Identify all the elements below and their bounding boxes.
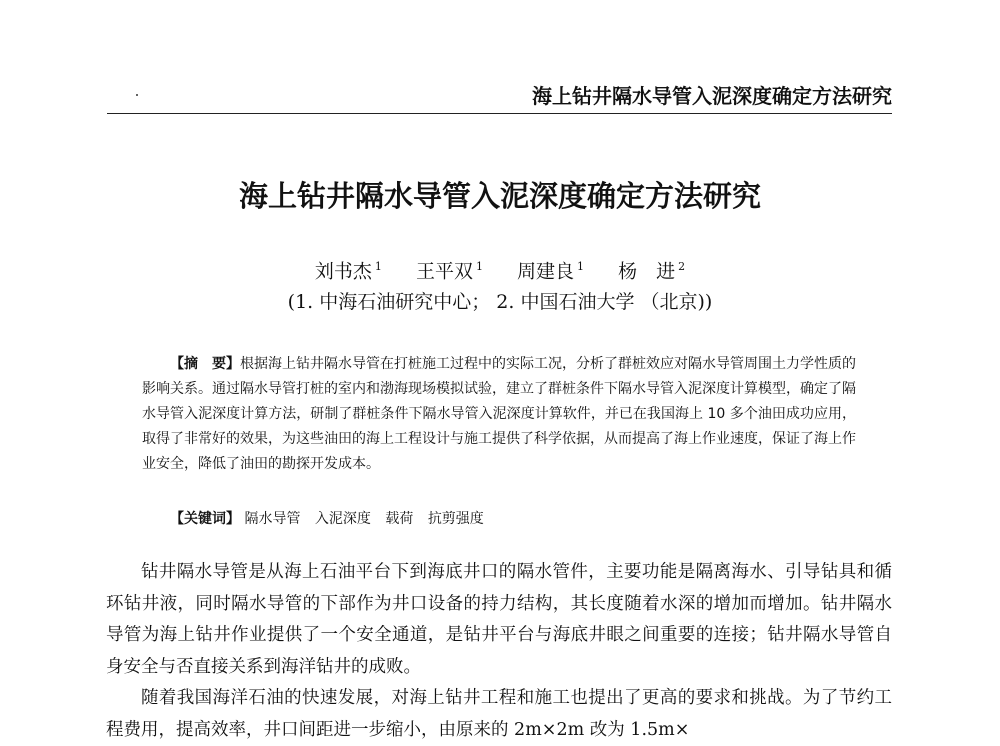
keywords-label: 【关键词】 xyxy=(170,511,240,527)
keyword: 入泥深度 xyxy=(314,511,371,527)
keywords xyxy=(170,507,860,532)
author-name: 王平双 xyxy=(415,260,473,283)
body-paragraph: 随着我国海洋石油的快速发展，对海上钻井工程和施工也提出了更高的要求和挑战。为了节约工程费用，提高效率，井口间距进一步缩小，由原来的 2m×2m 改为 1.5m× xyxy=(106,688,892,740)
body-text xyxy=(106,557,892,746)
author-name: 周建良 xyxy=(517,260,575,283)
keyword: 抗剪强度 xyxy=(427,511,484,527)
author-affiliation-mark: 2 xyxy=(678,260,686,273)
author xyxy=(416,252,483,286)
author-affiliation-mark: 1 xyxy=(577,260,585,273)
author xyxy=(315,252,382,286)
scan-speck xyxy=(136,94,138,96)
body-paragraph: 钻井隔水导管是从海上石油平台下到海底井口的隔水管件，主要功能是隔离海水、引导钻具和循环钻井液，同时隔水导管的下部作为井口设备的持力结构，其长度随着水深的增加而增加。钻井隔水导管为海上钻井作业提供了一个安全通道，是钻井平台与海底井眼之间重要的连接；钻井隔水导管自身安全与否直接关系到海洋钻井的成败。 xyxy=(106,562,892,677)
author-name: 杨 进 xyxy=(618,260,676,283)
author-name: 刘书杰 xyxy=(314,260,372,283)
keyword: 载荷 xyxy=(385,511,414,527)
keyword: 隔水导管 xyxy=(244,511,301,527)
paper-title: 海上钻井隔水导管入泥深度确定方法研究 xyxy=(238,179,761,213)
author-list xyxy=(0,252,1000,286)
author xyxy=(517,252,584,286)
author xyxy=(618,252,685,286)
header-rule xyxy=(107,113,892,114)
abstract xyxy=(142,352,856,477)
running-header-title: 海上钻井隔水导管入泥深度确定方法研究 xyxy=(532,84,892,108)
affiliations: (1. 中海石油研究中心； 2. 中国石油大学 （北京)) xyxy=(287,291,713,313)
author-affiliation-mark: 1 xyxy=(374,260,382,273)
abstract-label: 【摘 要】 xyxy=(170,356,240,372)
author-affiliation-mark: 1 xyxy=(475,260,483,273)
abstract-text: 根据海上钻井隔水导管在打桩施工过程中的实际工况，分析了群桩效应对隔水导管周围土力学性质的影响关系。通过隔水导管打桩的室内和渤海现场模拟试验，建立了群桩条件下隔水导管入泥深度计算模型，确定了隔水导管入泥深度计算方法，研制了群桩条件下隔水导管入泥深度计算软件，并已在我国海上 10 多个油田成功应用，取得了非常好的效果，为这些油田的海上工程设计与施工提供了科学依据，从而提高了海上作业速度，保证了海上作业安全，降低了油田的勘探开发成本。 xyxy=(142,356,856,472)
